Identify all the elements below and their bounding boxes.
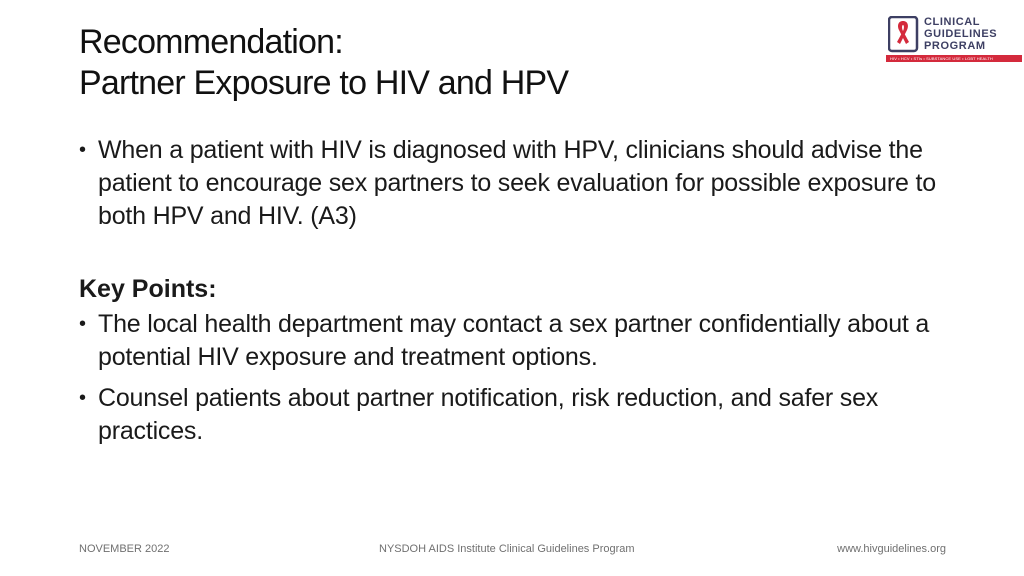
clinical-guidelines-program-logo bbox=[886, 14, 1022, 64]
recommendation-bullet bbox=[79, 134, 959, 233]
key-points-heading: Key Points: bbox=[79, 275, 217, 303]
footer-website: www.hivguidelines.org bbox=[837, 543, 946, 555]
key-point-item bbox=[79, 308, 959, 374]
logo-wordmark bbox=[924, 16, 997, 52]
key-point-text: The local health department may contact a sex partner confidentially about a potential HIV exposure and treatment options. bbox=[98, 310, 930, 371]
logo-line-3: PROGRAM bbox=[924, 40, 986, 52]
slide-body bbox=[79, 134, 959, 448]
key-point-text: Counsel patients about partner notification, risk reduction, and safer sex practices. bbox=[98, 384, 879, 445]
bullet-icon: • bbox=[79, 313, 86, 335]
slide-title bbox=[79, 22, 839, 104]
logo-tagline-bar bbox=[886, 55, 1022, 62]
key-point-item bbox=[79, 382, 959, 448]
recommendation-text: When a patient with HIV is diagnosed with HPV, clinicians should advise the patient to encourage sex partners to seek evaluation for possible exposure to both HPV and HIV. (A3) bbox=[98, 136, 936, 230]
slide-title-line-2: Partner Exposure to HIV and HPV bbox=[79, 64, 569, 102]
logo-tagline: HIV • HCV • STIs • SUBSTANCE USE • LGBT HEALTH bbox=[890, 56, 993, 61]
logo-line-1: CLINICAL bbox=[924, 16, 981, 28]
footer-program: NYSDOH AIDS Institute Clinical Guidelines Program bbox=[379, 543, 635, 555]
slide-title-line-1: Recommendation: bbox=[79, 23, 343, 61]
bullet-icon: • bbox=[79, 139, 86, 161]
logo-line-2: GUIDELINES bbox=[924, 28, 998, 40]
bullet-icon: • bbox=[79, 387, 86, 409]
awareness-ribbon-icon bbox=[888, 16, 922, 54]
footer-date: NOVEMBER 2022 bbox=[79, 543, 170, 555]
